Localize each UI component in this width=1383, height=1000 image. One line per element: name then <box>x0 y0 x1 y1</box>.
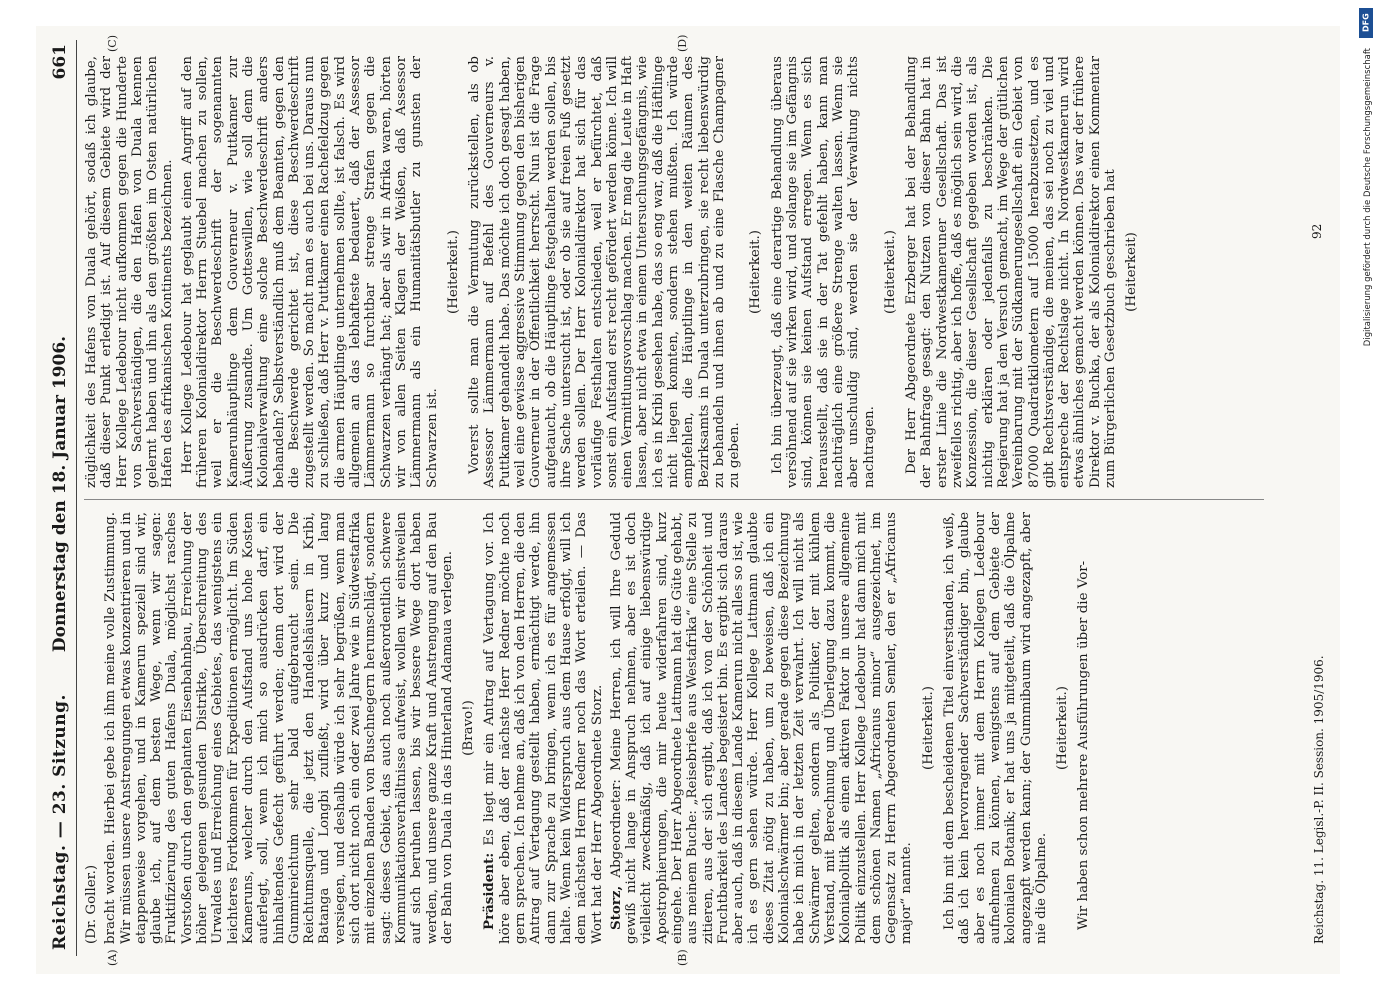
paragraph: Herr Kollege Ledebour hat geglaubt einen Angriff auf den früheren Kolonialdirektor Herrn Stuebel machen zu sollen, weil er die Beschwerdeschrift der sogenannten Kamerunhäuptlinge dem Gouverneur v. Puttkamer zur Äußerung zusandte. Um Gotteswillen, wie soll denn die Kolonialverwaltung eine solche Beschwerdeschrift anders behandeln? Selbstverständlich muß dem Beamten, gegen den die Beschwerde gerichtet ist, diese Beschwerdeschrift zugestellt werden. So macht man es auch bei uns. Daraus nun zu schließen, daß Herr v. Puttkamer einen Rachefeldzug gegen die armen Häuptlinge unternehmen sollte, ist falsch. Es wird allgemein an das lebhafteste bedauert, daß der Assessor Lämmermann so furchtbar strenge Strafen gegen die Schwarzen verhängt hat; aber als wir in Afrika waren, hörten wir von allen Seiten Klagen der Weißen, daß Assessor Lämmermann als ein Humanitätsbutler zu gunsten der Schwarzen ist. <box>179 56 440 488</box>
scanned-page <box>36 26 1340 974</box>
margin-marker-b: (B) <box>676 949 689 966</box>
paragraph-text: Abgeordneter: Meine Herren, ich will Ihre Geduld gewiß nicht lange in Anspruch nehmen, aber es ist doch vielleicht zweckmäßig, daß ich auf einige liebenswürdige Apostrophierungen, die mir heute widerfahren sind, kurz eingehe. Der Herr Abgeordnete Lattmann hat die Güte gehabt, aus meinem Buche: „Reisebriefe aus Westafrika“ eine Stelle zu zitieren, aus der sich ergibt, daß ich von der Schönheit und Fruchtbarkeit des Landes begeistert bin. Es ergibt sich daraus aber auch, daß in diesem Lande Kamerun nicht alles so ist, wie ich es gern sehen würde. Herr Kollege Lattmann glaubte dieses Zitat nötig zu haben, um zu beweisen, daß ich ein Kolonialschwärmer bin; aber gerade gegen diese Bezeichnung habe ich mich in der letzten Zeit verwahrt. Ich will nicht als Schwärmer gelten, sondern als Politiker, der mit kühlem Verstand, mit Berechnung und Überlegung dazu kommt, die Kolonialpolitik als einen aktiven Faktor in unsere allgemeine Politik einzustellen. Herr Kollege Ledebour hat dann mich mit dem schönen Namen „Africanus minor“ ausgezeichnet, im Gegensatz zu Herrn Abgeordneten Semler, den er „Africanus major“ nannte. <box>608 512 915 944</box>
interjection: (Heiterkeit.) <box>748 230 764 314</box>
interjection: (Heiterkeit.) <box>445 230 461 314</box>
paragraph: züglichkeit des Hafens von Duala gehört, sodaß ich glaube, daß dieser Punkt erledigt ist. Auf diesem Gebiete wird der Herr Kollege Ledebour nicht aufkommen gegen die Hunderte von Sachverständigen, die den Hafen von Duala kennen gelernt haben und ihn als den größten im Osten natürlichen Hafen des afrikanischen Kontinents bezeichnen. <box>84 56 176 488</box>
speaker-prefix: (Dr. Goller.) <box>84 864 99 944</box>
paragraph-text: Es liegt mir ein Antrag auf Vertagung vor. Ich höre aber eben, daß der nächste Herr Redner möchte noch gern sprechen. Ich nehme an, daß ich von den Herren, die den Antrag auf Vertagung gestellt haben, ermächtigt werde, ihn dann zur Sprache zu bringen, wenn ich es für angemessen halte. Wenn kein Widerspruch aus dem Hause erfolgt, will ich dem nächsten Herrn Redner noch das Wort erteilen. — Das Wort hat der Herr Abgeordnete Storz. <box>482 512 605 944</box>
digitization-credit: Digitalisierung gefördert durch die Deutsche Forschungsgemeinschaft <box>1363 48 1373 347</box>
right-column <box>84 56 1146 488</box>
interjection: (Heiterkeit) <box>1124 232 1140 312</box>
speaker-label: Präsident: <box>481 852 498 930</box>
paragraph: bracht worden. Hierbei gebe ich ihm meine volle Zustimmung. Wir müssen unsere Anstrengungen etwas konzentrieren und in etappenweise vorgehen, und in Kamerun speziell sind wir, glaube ich, auf dem besten Wege, wenn wir sagen: Fruktifizierung des guten Hafens Duala, möglichst rasches Vorstoßen durch den geplanten Eisenbahnbau, Erreichung der höher gelegenen gesunden Distrikte, Überschreitung des Urwaldes und Erreichung eines Gebietes, das wenigstens ein leichteres Fortkommen für Expeditionen ermöglicht. Im Süden Kameruns, welcher durch den Aufstand uns hohe Kosten auferlegt, soll, wenn ich mich so ausdrücken darf, ein hinhaltendes Gefecht geführt werden; denn dort wird der Gummireichtum sehr bald aufgebraucht sein. Die Reichtumsquelle, die jetzt den Handelshäusern in Kribi, Batanga und Longbi zufließt, wird über kurz und lang versiegen, und deshalb würde ich sehr begrüßen, wenn man sich dort nicht noch ein oder zwei Jahre wie in Südwestafrika mit einzelnen Banden von Buschnegern herumschlägt, sondern sagt: dieses Gebiet, das auch noch außerordentlich schwere Kommunikationsverhältnisse aufweist, wollen wir einstweilen auf sich beruhen lassen, bis wir bessere Wege dort haben werden, und unsere ganze Kraft und Anstrengung auf den Bau der Bahn von Duala in das Hinterland Adamaua verlegen. <box>103 512 455 944</box>
paragraph: Wir haben schon mehrere Ausführungen über die Vor- <box>1076 560 1092 930</box>
paragraph: Ich bin mit dem bescheidenen Titel einverstanden, ich weiß, daß ich kein hervorragender Sachverständiger bin, glaube aber es noch immer mit dem Herrn Kollegen Ledebour aufnehmen zu können, wenigstens auf dem Gebiete der kolonialen Botanik; er hat uns ja mitgeteilt, daß die Ölpalme angezapft werden kann; der Gummibaum wird angezapft, aber nie die Ölpalme. <box>942 512 1049 944</box>
margin-marker-a: (A) <box>106 949 119 966</box>
header-left: Reichstag. — 23. Sitzung. <box>50 694 70 950</box>
paragraph: Ich bin überzeugt, daß eine derartige Behandlung überaus versöhnend auf sie wirken wird, und solange sie im Gefängnis sind, können sie keinen Aufstand erregen. Wenn es sich herausstellt, daß sie in der Tat gefehlt haben, kann man nachträglich eine größere Strenge walten lassen. Wenn sie aber unschuldig sind, werden sie der Verwaltung nichts nachtragen. <box>769 56 877 488</box>
rotated-page-content <box>36 26 1340 974</box>
paragraph: Der Herr Abgeordnete Erzberger hat bei der Behandlung der Bahnfrage gesagt: den Nutzen von dieser Bahn hat in erster Linie die Nordwestkameruner Gesellschaft. Das ist zweifellos richtig, aber ich hoffe, daß es möglich sein wird, die Konzession, die dieser Gesellschaft gegeben worden ist, als nichtig erklären oder jedenfalls zu beschränken. Die Regierung hat ja den Versuch gemacht, im Wege der gütlichen Vereinbarung mit der Südkamerungesellschaft ein Gebiet von 87000 Quadratkilometern auf 15000 herabzusetzen, und es gibt Rechtsverständige, die meinen, das sei noch zu viel und entspreche der Rechtslage nicht. In Nordwestkamerun wird etwas ähnliches gemacht werden können. Das war der frühere Direktor v. Buchka, der als Kolonialdirektor einen Kommentar zum Bürgerlichen Gesetzbuch geschrieben hat <box>904 56 1118 488</box>
paragraph <box>609 512 915 944</box>
left-column <box>84 512 1096 944</box>
paragraph: Vorerst sollte man die Vermutung zurückstellen, als ob Assessor Lämmermann auf Befehl des Gouverneurs v. Puttkamer gehandelt habe. Das möchte ich doch gesagt haben, weil eine gewisse aggressive Stimmung gegen den bisherigen Gouverneur in der Öffentlichkeit herrscht. Nun ist die Frage aufgetaucht, ob die Häuptlinge festgehalten werden sollen, bis ihre Sache untersucht ist, oder ob sie auf freien Fuß gesetzt werden sollen. Der Herr Kolonialdirektor hat sich für das vorläufige Festhalten entschieden, weil er befürchtet, daß sonst ein Aufstand erst recht gefördert werden könne. Ich will einen Vermittlungsvorschlag machen. Er mag die Leute in Haft lassen, aber nicht etwa in einem Untersuchungsgefängnis, wie ich es in Kribi gesehen habe, das so eng war, daß die Häftlinge nicht liegen konnten, sondern stehen mußten. Ich würde empfehlen, die Häuptlinge in den weiten Räumen des Bezirksamts in Duala unterzubringen, sie recht liebenswürdig zu behandeln und ihnen ab und zu eine Flasche Champagner zu geben. <box>467 56 743 488</box>
interjection: (Bravo!) <box>461 700 477 756</box>
margin-marker-c: (C) <box>106 35 119 52</box>
column-divider <box>84 499 1264 500</box>
header-date: Donnerstag den 18. Januar 1906. <box>50 335 70 653</box>
dfg-logo: DFG <box>1359 8 1373 38</box>
interjection: (Heiterkeit.) <box>1055 686 1071 770</box>
running-header <box>36 26 76 974</box>
margin-marker-d: (D) <box>676 34 689 52</box>
speaker-label: Storz, <box>607 885 624 930</box>
paragraph <box>482 512 604 944</box>
header-rule <box>76 40 77 956</box>
interjection: (Heiterkeit.) <box>882 230 898 314</box>
interjection: (Heiterkeit.) <box>920 686 936 770</box>
page-number: 661 <box>50 44 70 80</box>
footer-page-number: 92 <box>1310 223 1324 239</box>
footer-session: Reichstag. 11. Legisl.-P. II. Session. 1905/1906. <box>1312 655 1326 944</box>
